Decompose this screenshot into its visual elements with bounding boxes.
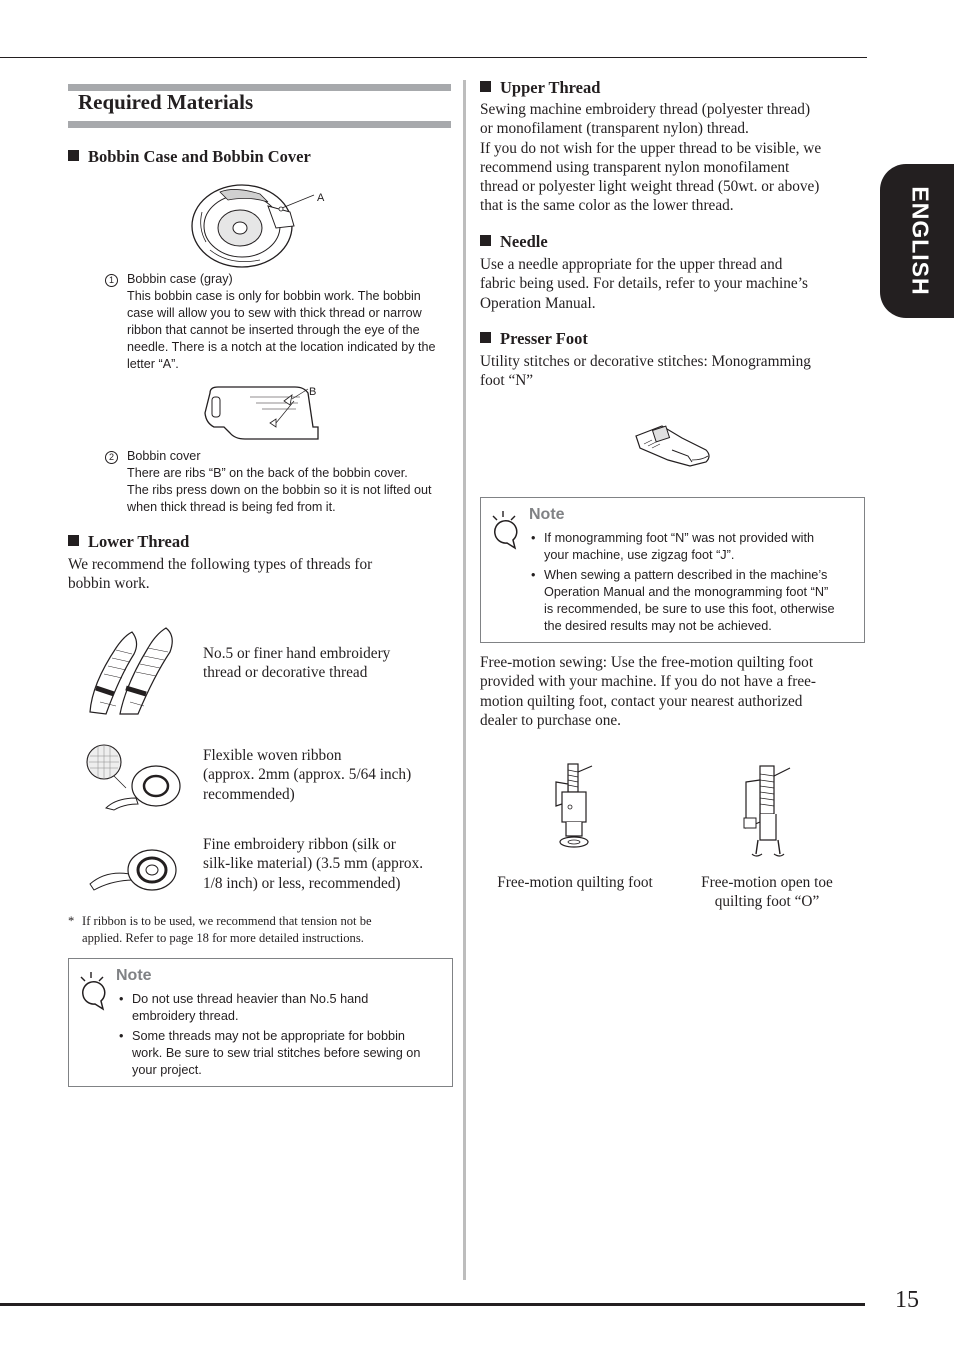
monogramming-foot-illustration [632, 420, 714, 470]
ribbon-footnote: If ribbon is to be used, we recommend that tension not be applied. Refer to page 18 for more detailed instructions. [82, 914, 372, 945]
note-box-left [68, 958, 453, 1087]
label-b: B [309, 386, 317, 398]
bobbin-cover-num: 2 [105, 448, 118, 465]
section-bar-bottom [68, 121, 451, 128]
bobbin-case-num: 1 [105, 271, 118, 288]
note-item: • Some threads may not be appropriate for bobbin work. Be sure to sew trial stitches before sewing on your project. [117, 1028, 447, 1079]
note-list-right [529, 530, 861, 638]
bobbin-heading: Bobbin Case and Bobbin Cover [68, 147, 311, 167]
page-number: 15 [895, 1287, 919, 1313]
bobbin-cover-illustration [200, 383, 325, 448]
free-motion-quilting-foot-illustration [548, 762, 598, 852]
woven-ribbon-illustration [86, 742, 182, 812]
note-title-left: Note [116, 967, 152, 984]
bottom-rule [0, 1303, 865, 1306]
needle-text: Use a needle appropriate for the upper thread and fabric being used. For details, refer to your machine’s Operation Manual. [480, 256, 808, 312]
bobbin-case-illustration [190, 182, 330, 270]
square-bullet-icon [68, 535, 79, 546]
square-bullet-icon [480, 81, 491, 92]
needle-heading: Needle [480, 232, 548, 252]
footnote-star: * [68, 914, 75, 928]
note-lightbulb-icon [489, 510, 521, 550]
note-lightbulb-icon [77, 971, 109, 1011]
thread3-text: Fine embroidery ribbon (silk or silk-like material) (3.5 mm (approx. 1/8 inch) or less, recommended) [203, 836, 424, 892]
language-tab-label: ENGLISH [907, 186, 934, 296]
free-motion-text: Free-motion sewing: Use the free-motion quilting foot provided with your machine. If you do not have a free- motion quilting foot, contact your nearest authorized dealer to purchase one. [480, 654, 816, 729]
note-item: • When sewing a pattern described in the machine’s Operation Manual and the monogramming foot “N” is recommended, be sure to use this foot, otherwise the desired results may not be achieved. [529, 567, 861, 635]
top-rule [0, 57, 867, 58]
language-tab [880, 164, 954, 318]
embroidery-thread-illustration [86, 624, 182, 716]
section-title: Required Materials [78, 90, 254, 114]
thread2-text: Flexible woven ribbon (approx. 2mm (approx. 5/64 inch) recommended) [203, 747, 412, 803]
bobbin-case-text: Bobbin case (gray) This bobbin case is only for bobbin work. The bobbin case will allow you to sew with thick thread or narrow ribbon that cannot be inserted through the eye of the needle. There is a notch at the location indicated by the letter “A”. [127, 272, 436, 371]
square-bullet-icon [68, 150, 79, 161]
upper-thread-text: Sewing machine embroidery thread (polyester thread) or monofilament (transparent nylon) thread. If you do not wish for the upper thread to be visible, we recommend using transparent nylon monofilament thread or polyester light weight thread (50wt. or above) that is the same color as the lower thread. [480, 101, 822, 215]
column-divider [463, 80, 466, 1280]
presser-foot-heading: Presser Foot [480, 329, 588, 349]
lower-thread-heading: Lower Thread [68, 532, 189, 552]
upper-thread-heading: Upper Thread [480, 78, 600, 98]
open-toe-quilting-foot-illustration [740, 762, 796, 862]
note-box-right [480, 497, 865, 643]
note-item: • If monogramming foot “N” was not provided with your machine, use zigzag foot “J”. [529, 530, 861, 564]
square-bullet-icon [480, 332, 491, 343]
foot1-caption: Free-motion quilting foot [497, 874, 653, 891]
note-item: • Do not use thread heavier than No.5 hand embroidery thread. [117, 991, 447, 1025]
lower-thread-text: We recommend the following types of threads for bobbin work. [68, 556, 373, 593]
thread1-text: No.5 or finer hand embroidery thread or decorative thread [203, 645, 391, 682]
fine-ribbon-illustration [86, 840, 182, 896]
presser-foot-text: Utility stitches or decorative stitches: Monogramming foot “N” [480, 353, 811, 390]
foot2-caption: Free-motion open toe quilting foot “O” [701, 874, 833, 911]
note-list-left [117, 991, 447, 1082]
square-bullet-icon [480, 235, 491, 246]
label-a: A [317, 192, 325, 204]
bobbin-cover-text: Bobbin cover There are ribs “B” on the back of the bobbin cover. The ribs press down on the bobbin so it is not lifted out when thick thread is being fed from it. [127, 449, 432, 514]
note-title-right: Note [529, 506, 565, 523]
